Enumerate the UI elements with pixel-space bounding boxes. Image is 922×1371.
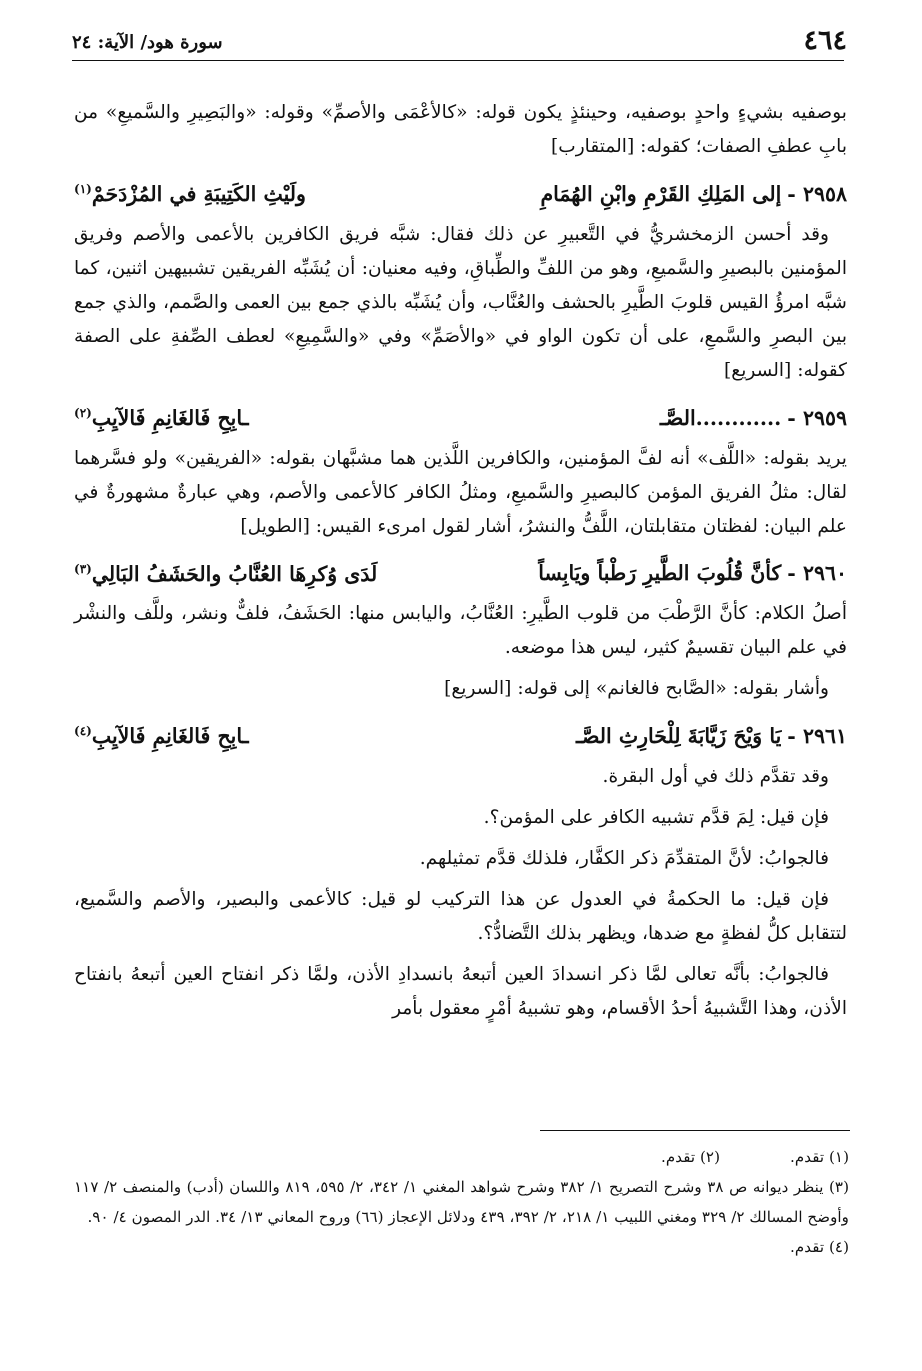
- verse-number: ٢٩٦٠ -: [787, 561, 847, 586]
- verse-hemistich-second: [74, 395, 249, 436]
- paragraph-text: وقد أحسن الزمخشريُّ في التَّعبيرِ عن ذلك فقال: شبَّه فريق الكافرين بالأعمى والأصم وفريق المؤمنين بالبصيرِ والسَّميعِ، وهو من اللفِّ والطِّباقِ، وفيه معنيان: أن يُشَبِّه الفريقين تشبيهين اثنين، كما شبَّه امرؤُ القيس قلوبَ الطَّيرِ بالحشف والعُنَّاب، وأن يُشَبِّه بالذي جمع بين العمى والصَّمم، والذي جمع بين البصرِ والسَّمعِ، على أن تكون الواو في «والأصَمِّ» وفي «والسَّمِيعِ» لعطف الصِّفةِ على الصفة كقوله:: [74, 223, 847, 381]
- footnote-rule: [540, 1130, 850, 1131]
- verse-hemistich-first: يَا وَيْحَ زَيَّابَةَ لِلْحَارِثِ الصَّـ: [575, 724, 782, 749]
- meter-label: [السريع]: [444, 678, 512, 700]
- verse-hemistich-first: إلى المَلِكِ القَرْمِ وابْنِ الهُمَامِ: [540, 181, 782, 206]
- verse-2959: [74, 395, 847, 436]
- paragraph: فإن قيل: ما الحكمةُ في العدول عن هذا التركيب لو قيل: كالأعمى والبصير، والأصم والسَّميع، لتتقابل كلُّ لفظةٍ مع ضدها، ويظهر بذلك التَّضادُّ؟.: [74, 889, 847, 945]
- paragraph-text: وأشار بقوله: «الصَّابح فالغانم» إلى قوله:: [517, 678, 829, 700]
- verse-number: ٢٩٦١ -: [787, 724, 847, 749]
- paragraph: فإن قيل: لِمَ قدَّم تشبيه الكافر على المؤمن؟.: [483, 807, 829, 829]
- footnote-2: (٢) تقدم.: [661, 1148, 721, 1166]
- paragraph: [74, 442, 847, 544]
- main-text: [74, 96, 847, 1033]
- footnote-1: (١) تقدم.: [790, 1148, 849, 1166]
- footnote-ref: (١): [74, 182, 92, 196]
- paragraph-text: بوصفيه بشيءٍ واحدٍ بوصفيه، وحينئذٍ يكون قوله: «كالأعْمَى والأصمِّ» وقوله: «والبَصِيرِ والسَّميعِ» من بابِ عطفِ الصفات؛ كقوله:: [74, 102, 847, 157]
- header-rule: [72, 60, 844, 61]
- page-number: ٤٦٤: [803, 25, 847, 56]
- meter-label: [الطويل]: [240, 515, 310, 537]
- paragraph: [74, 218, 847, 388]
- hemistich-text: ـابِحِ فَالغَانِمِ فَالآيِبِ: [91, 405, 249, 430]
- footnote-ref: (٢): [74, 405, 92, 420]
- footnote-ref: (٣): [74, 561, 92, 576]
- page-header: [72, 22, 847, 62]
- verse-2961: [74, 713, 847, 754]
- paragraph: فالجوابُ: لأنَّ المتقدِّمَ ذكر الكفَّار، فلذلك قدَّم تمثيلهم.: [419, 848, 829, 870]
- hemistich-text: ولَيْثِ الكَتِيبَةِ في المُزْدَحَمْ: [91, 181, 306, 206]
- verse-hemistich-second: [74, 551, 377, 592]
- paragraph: فالجوابُ: بأنَّه تعالى لمَّا ذكر انسدادَ العين أتبعهُ بانسدادِ الأذن، ولمَّا ذكر انفتاح العين أتبعهُ بانفتاح الأذن، وهذا التَّشبيهُ أحدُ الأقسام، وهو تشبيهُ أمْرٍ معقول بأمر: [74, 964, 847, 1020]
- verse-number: ٢٩٥٩ -: [787, 405, 847, 430]
- footnote-row: [74, 1142, 849, 1172]
- paragraph: [74, 597, 847, 665]
- verse-number: ٢٩٥٨ -: [787, 181, 847, 206]
- paragraph: [74, 672, 847, 706]
- running-title: سورة هود/ الآية: ٢٤: [72, 32, 223, 53]
- paragraph-text: يريد بقوله: «اللَّف» أنه لفَّ المؤمنين، والكافرين اللَّذين هما مشبَّهان بقوله: «الفريقين» ولو فسَّرهما لقال: مثلُ الفريق المؤمن كالبصيرِ والسَّميعِ، ومثلُ الكافر كالأعمى والأصم، وهي عبارةٌ مشهورةٌ في علم البيان: لفظتان متقابلتان، اللَّفُّ والنشرُ، أشار لقول امرىء القيس:: [74, 447, 847, 537]
- hemistich-text: ـابِحِ فَالغَانِمِ فَالآيِبِ: [91, 724, 249, 749]
- hemistich-text: لَدَى وُكرِهَا العُنَّابُ والحَشَفُ البَالِي: [91, 561, 378, 586]
- meter-label: [المتقارب]: [550, 136, 635, 157]
- verse-2960: [74, 551, 847, 592]
- paragraph: [74, 96, 847, 164]
- verse-hemistich-second: [74, 713, 249, 754]
- meter-label: [السريع]: [724, 359, 792, 381]
- footnote-4: (٤) تقدم.: [790, 1238, 849, 1256]
- paragraph: وقد تقدَّم ذلك في أول البقرة.: [602, 766, 829, 788]
- footnote-3: (٣) ينظر ديوانه ص ٣٨ وشرح التصريح ١/ ٣٨٢ وشرح شواهد المغني ١/ ٣٤٢، ٢/ ٥٩٥، ٨١٩ واللسان (أدب) والمنصف ٢/ ١١٧ وأوضح المسالك ٢/ ٣٢٩ ومغني اللبيب ١/ ٢١٨، ٢/ ٣٩٢، ٤٣٩ ودلائل الإعجاز (٦٦) وروح المعاني ١٣/ ٣٤. الدر المصون ٤/ ٩٠.: [74, 1178, 849, 1226]
- footnote-ref: (٤): [74, 724, 92, 739]
- footnotes: [74, 1142, 849, 1262]
- verse-2958: [74, 171, 847, 212]
- paragraph-text: أصلُ الكلام: كأنَّ الرَّطْبَ من قلوب الطَّيرِ: العُنَّابُ، واليابس منها: الحَشَفُ، فلفٌّ ونشر، وللَّف والنشْر في علم البيان تقسيمٌ كثير، ليس هذا موضعه.: [74, 603, 847, 659]
- verse-hemistich-first: ............الصَّـ: [659, 405, 782, 430]
- verse-hemistich-second: [74, 171, 306, 212]
- verse-hemistich-first: كأنَّ قُلُوبَ الطَّيرِ رَطْباً ويَابِساً: [538, 561, 782, 586]
